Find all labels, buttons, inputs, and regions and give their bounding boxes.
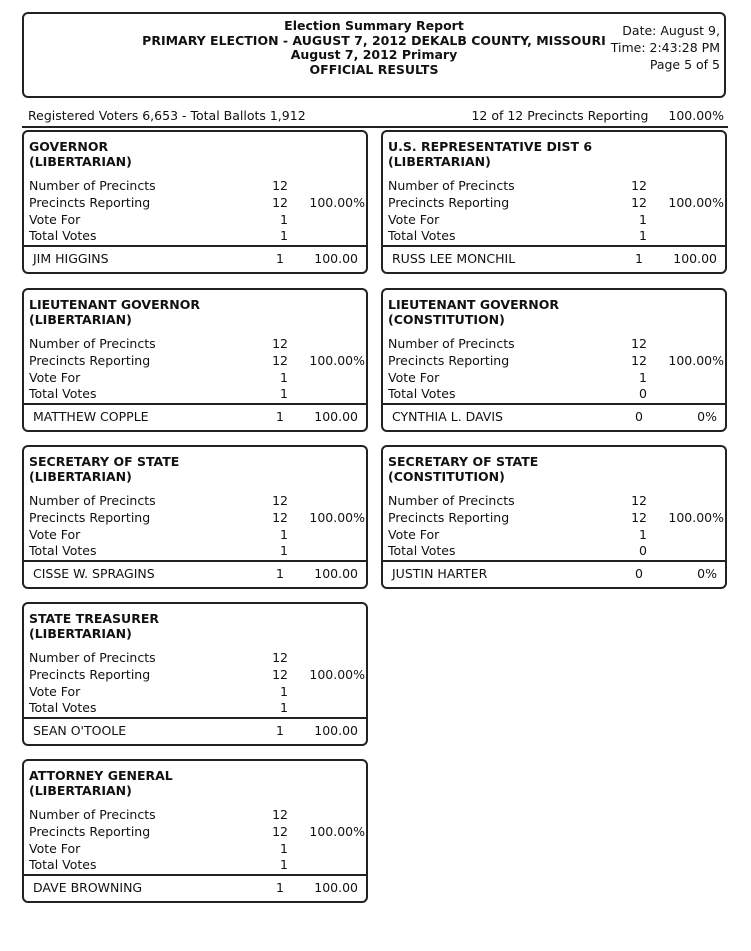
stat-value: 12 <box>272 336 288 351</box>
stat-vote-for <box>388 370 724 387</box>
summary-divider <box>22 126 728 128</box>
stat-label: Total Votes <box>29 386 97 401</box>
stat-precincts-reporting <box>388 353 724 370</box>
race-title <box>388 298 559 327</box>
stat-vote-for <box>388 527 724 544</box>
race-title <box>29 298 200 327</box>
stat-label: Total Votes <box>388 543 456 558</box>
report-date: Date: August 9, <box>622 23 720 38</box>
race-divider <box>383 403 725 405</box>
stat-precincts-reporting <box>29 195 365 212</box>
race-divider <box>24 245 366 247</box>
candidate-name: RUSS LEE MONCHIL <box>392 251 516 266</box>
stat-value: 12 <box>631 353 647 368</box>
candidate-votes: 1 <box>276 251 284 266</box>
race-box-6 <box>381 445 727 589</box>
stat-percent: 100.00% <box>668 195 724 210</box>
candidate-percent: 100.00 <box>314 251 358 266</box>
stat-label: Precincts Reporting <box>29 510 151 525</box>
stat-total-votes <box>388 228 724 245</box>
candidate-row <box>24 878 366 898</box>
stat-label: Total Votes <box>29 700 97 715</box>
stat-value: 12 <box>272 195 288 210</box>
stat-percent: 100.00% <box>309 195 365 210</box>
race-party: (LIBERTARIAN) <box>388 153 491 169</box>
race-party: (LIBERTARIAN) <box>29 625 132 641</box>
stat-label: Total Votes <box>388 386 456 401</box>
stat-value: 12 <box>272 667 288 682</box>
page-number: Page 5 of 5 <box>649 57 720 72</box>
candidate-percent: 100.00 <box>314 723 358 738</box>
race-office: U.S. REPRESENTATIVE DIST 6 <box>388 139 593 154</box>
stat-label: Number of Precincts <box>388 178 515 193</box>
candidate-votes: 0 <box>635 409 643 424</box>
stat-label: Number of Precincts <box>388 336 515 351</box>
report-title: Election Summary Report <box>284 18 464 33</box>
candidate-row <box>24 564 366 584</box>
race-party: (LIBERTARIAN) <box>29 311 132 327</box>
race-office: SECRETARY OF STATE <box>388 454 539 469</box>
stat-value: 1 <box>280 370 288 385</box>
stat-value: 12 <box>631 178 647 193</box>
stat-label: Number of Precincts <box>29 807 156 822</box>
stat-total-votes <box>29 386 365 403</box>
stat-value: 12 <box>272 493 288 508</box>
candidate-row <box>24 721 366 741</box>
candidate-percent: 100.00 <box>314 409 358 424</box>
race-divider <box>383 245 725 247</box>
results-status: OFFICIAL RESULTS <box>309 61 439 77</box>
stat-precincts-reporting <box>29 353 365 370</box>
candidate-votes: 1 <box>276 723 284 738</box>
race-box-2 <box>381 130 727 274</box>
race-title <box>29 455 179 484</box>
stat-number-of-precincts <box>29 807 365 824</box>
stat-value: 0 <box>639 386 647 401</box>
race-party: (LIBERTARIAN) <box>29 782 132 798</box>
precincts-reporting-summary: 12 of 12 Precincts Reporting <box>471 108 649 123</box>
stat-value: 1 <box>280 543 288 558</box>
candidate-percent: 0% <box>697 566 717 581</box>
stat-label: Precincts Reporting <box>29 353 151 368</box>
stat-vote-for <box>29 684 365 701</box>
race-party: (CONSTITUTION) <box>388 311 505 327</box>
candidate-row <box>383 407 725 427</box>
candidate-votes: 1 <box>276 566 284 581</box>
race-divider <box>383 560 725 562</box>
report-header <box>22 12 726 98</box>
stat-label: Precincts Reporting <box>29 824 151 839</box>
stat-total-votes <box>388 386 724 403</box>
race-office: STATE TREASURER <box>29 611 159 626</box>
stat-value: 1 <box>280 700 288 715</box>
stat-value: 12 <box>272 807 288 822</box>
stat-vote-for <box>388 212 724 229</box>
candidate-row <box>24 407 366 427</box>
stat-total-votes <box>29 857 365 874</box>
candidate-name: JIM HIGGINS <box>33 251 109 266</box>
stat-value: 1 <box>280 228 288 243</box>
candidate-votes: 1 <box>635 251 643 266</box>
candidate-percent: 100.00 <box>673 251 717 266</box>
stat-label: Total Votes <box>29 857 97 872</box>
candidate-name: DAVE BROWNING <box>33 880 143 895</box>
stat-label: Total Votes <box>29 228 97 243</box>
stat-total-votes <box>388 543 724 560</box>
stat-value: 12 <box>272 178 288 193</box>
stat-percent: 100.00% <box>668 353 724 368</box>
stat-total-votes <box>29 228 365 245</box>
race-office: LIEUTENANT GOVERNOR <box>29 297 200 312</box>
stat-label: Vote For <box>29 370 81 385</box>
stat-label: Precincts Reporting <box>29 667 151 682</box>
stat-number-of-precincts <box>29 650 365 667</box>
candidate-votes: 1 <box>276 880 284 895</box>
election-name: PRIMARY ELECTION - AUGUST 7, 2012 DEKALB COUNTY, MISSOURI <box>142 32 606 48</box>
stat-label: Vote For <box>29 212 81 227</box>
stat-label: Vote For <box>388 527 440 542</box>
race-box-3 <box>22 288 368 432</box>
stat-number-of-precincts <box>388 493 724 510</box>
stat-label: Vote For <box>29 841 81 856</box>
stat-label: Vote For <box>388 370 440 385</box>
stat-label: Vote For <box>388 212 440 227</box>
candidate-votes: 1 <box>276 409 284 424</box>
stat-vote-for <box>29 212 365 229</box>
stat-precincts-reporting <box>29 824 365 841</box>
candidate-votes: 0 <box>635 566 643 581</box>
candidate-percent: 100.00 <box>314 566 358 581</box>
stat-label: Total Votes <box>29 543 97 558</box>
candidate-name: JUSTIN HARTER <box>392 566 488 581</box>
race-box-4 <box>381 288 727 432</box>
race-box-8 <box>22 759 368 903</box>
stat-number-of-precincts <box>29 493 365 510</box>
stat-vote-for <box>29 527 365 544</box>
stat-value: 1 <box>280 857 288 872</box>
stat-value: 12 <box>631 510 647 525</box>
stat-number-of-precincts <box>388 178 724 195</box>
election-date: August 7, 2012 Primary <box>290 47 458 62</box>
candidate-name: CISSE W. SPRAGINS <box>33 566 155 581</box>
race-office: ATTORNEY GENERAL <box>29 768 173 783</box>
race-divider <box>24 874 366 876</box>
stat-value: 1 <box>280 527 288 542</box>
stat-value: 12 <box>272 824 288 839</box>
race-party: (CONSTITUTION) <box>388 468 505 484</box>
stat-value: 0 <box>639 543 647 558</box>
header-meta <box>611 22 720 73</box>
precincts-summary <box>471 108 724 123</box>
stat-total-votes <box>29 543 365 560</box>
race-box-7 <box>22 602 368 746</box>
stat-label: Number of Precincts <box>29 336 156 351</box>
stat-label: Number of Precincts <box>29 493 156 508</box>
race-title <box>29 612 159 641</box>
stat-value: 1 <box>280 212 288 227</box>
race-title <box>388 140 592 169</box>
candidate-row <box>383 249 725 269</box>
candidate-percent: 100.00 <box>314 880 358 895</box>
race-title <box>29 769 173 798</box>
stat-number-of-precincts <box>29 336 365 353</box>
stat-precincts-reporting <box>29 667 365 684</box>
stat-value: 1 <box>639 228 647 243</box>
race-party: (LIBERTARIAN) <box>29 153 132 169</box>
race-title <box>388 455 538 484</box>
stat-vote-for <box>29 370 365 387</box>
stat-value: 1 <box>280 684 288 699</box>
race-office: GOVERNOR <box>29 139 109 154</box>
stat-percent: 100.00% <box>309 353 365 368</box>
stat-label: Total Votes <box>388 228 456 243</box>
stat-percent: 100.00% <box>309 667 365 682</box>
stat-precincts-reporting <box>388 195 724 212</box>
report-time: Time: 2:43:28 PM <box>610 40 720 55</box>
stat-number-of-precincts <box>29 178 365 195</box>
stat-label: Precincts Reporting <box>388 353 510 368</box>
stat-value: 12 <box>631 195 647 210</box>
candidate-name: MATTHEW COPPLE <box>33 409 149 424</box>
stat-label: Vote For <box>29 527 81 542</box>
race-box-5 <box>22 445 368 589</box>
stat-number-of-precincts <box>388 336 724 353</box>
stat-label: Number of Precincts <box>29 650 156 665</box>
stat-label: Precincts Reporting <box>388 510 510 525</box>
race-divider <box>24 560 366 562</box>
race-divider <box>24 717 366 719</box>
stat-percent: 100.00% <box>309 824 365 839</box>
stat-precincts-reporting <box>388 510 724 527</box>
candidate-percent: 0% <box>697 409 717 424</box>
candidate-row <box>383 564 725 584</box>
stat-value: 12 <box>272 353 288 368</box>
stat-value: 12 <box>272 650 288 665</box>
registered-voters: Registered Voters 6,653 - Total Ballots 1,912 <box>28 108 306 123</box>
stat-value: 12 <box>631 493 647 508</box>
stat-percent: 100.00% <box>668 510 724 525</box>
race-party: (LIBERTARIAN) <box>29 468 132 484</box>
precincts-percent-summary: 100.00% <box>668 108 724 123</box>
stat-vote-for <box>29 841 365 858</box>
stat-label: Number of Precincts <box>29 178 156 193</box>
race-office: SECRETARY OF STATE <box>29 454 180 469</box>
stat-value: 1 <box>639 212 647 227</box>
race-title <box>29 140 132 169</box>
race-box-1 <box>22 130 368 274</box>
stat-label: Vote For <box>29 684 81 699</box>
stat-label: Number of Precincts <box>388 493 515 508</box>
stat-precincts-reporting <box>29 510 365 527</box>
stat-value: 1 <box>280 386 288 401</box>
stat-value: 12 <box>272 510 288 525</box>
stat-value: 1 <box>280 841 288 856</box>
race-divider <box>24 403 366 405</box>
stat-label: Precincts Reporting <box>388 195 510 210</box>
candidate-name: SEAN O'TOOLE <box>33 723 127 738</box>
stat-value: 1 <box>639 370 647 385</box>
stat-value: 1 <box>639 527 647 542</box>
stat-total-votes <box>29 700 365 717</box>
candidate-name: CYNTHIA L. DAVIS <box>392 409 503 424</box>
stat-percent: 100.00% <box>309 510 365 525</box>
race-office: LIEUTENANT GOVERNOR <box>388 297 559 312</box>
stat-value: 12 <box>631 336 647 351</box>
candidate-row <box>24 249 366 269</box>
stat-label: Precincts Reporting <box>29 195 151 210</box>
